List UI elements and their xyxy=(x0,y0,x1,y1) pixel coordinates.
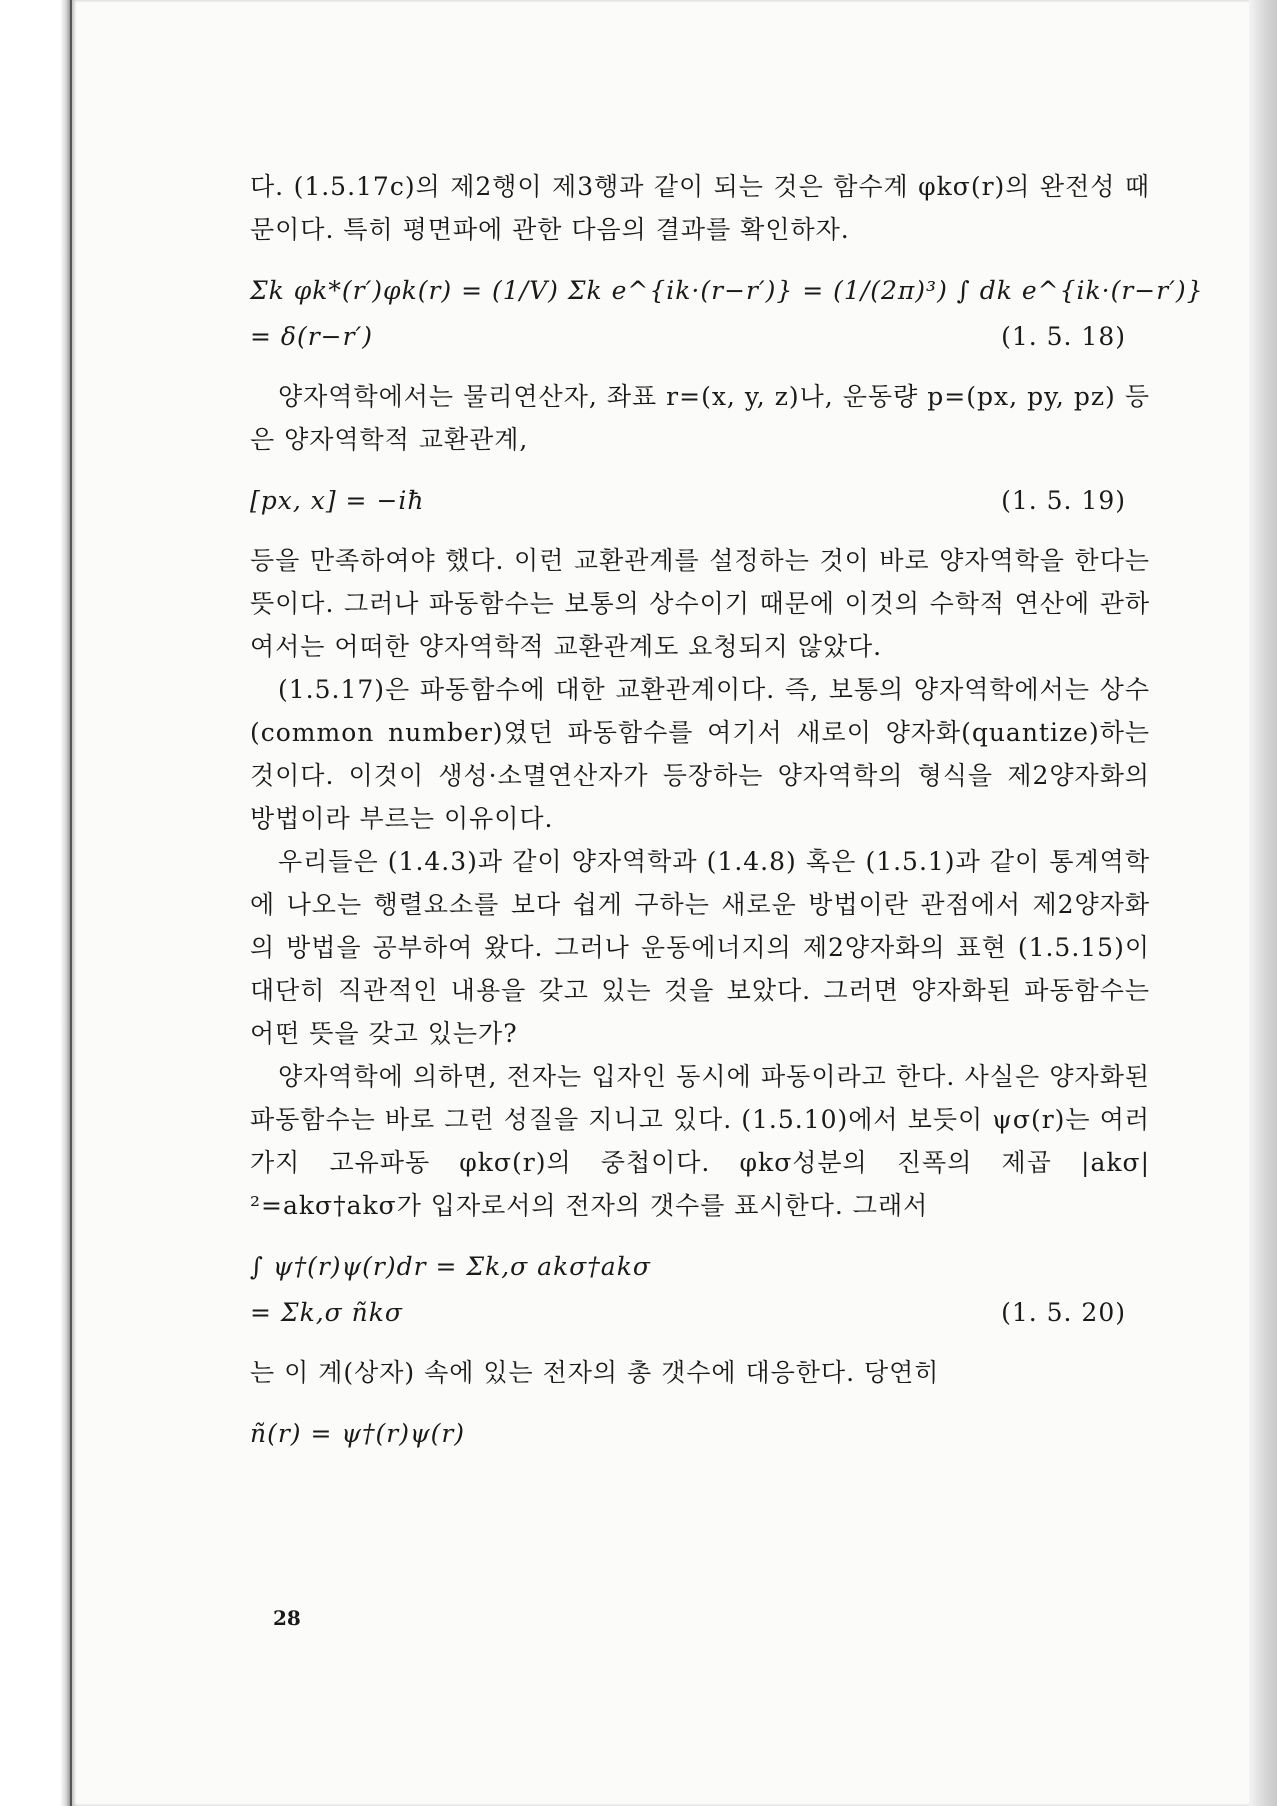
equation-expression: ∫ ψ†(r)ψ(r)dr = Σk,σ akσ†akσ xyxy=(250,1252,651,1281)
equation-number: (1. 5. 18) xyxy=(1001,322,1126,351)
paragraph-1: 다. (1.5.17c)의 제2행이 제3행과 같이 되는 것은 함수계 φkσ(r)의 완전성 때문이다. 특히 평면파에 관한 다음의 결과를 확인하자. xyxy=(250,172,1150,244)
equation-density xyxy=(250,1412,1150,1458)
equation-expression: ñ(r) = ψ†(r)ψ(r) xyxy=(250,1419,466,1448)
equation-line xyxy=(250,1412,1150,1458)
page-edge xyxy=(1249,0,1277,1806)
equation-line xyxy=(250,479,1150,525)
equation-expression: Σk φk*(r′)φk(r) = (1/V) Σk e^{ik·(r−r′)} = (1/(2π)³) ∫ dk e^{ik·(r−r′)} xyxy=(250,276,1204,305)
equation-1-5-19 xyxy=(250,479,1150,525)
paragraph-5: 우리들은 (1.4.3)과 같이 양자역학과 (1.4.8) 혹은 (1.5.1)과 같이 통계역학에 나오는 행렬요소를 보다 쉽게 구하는 새로운 방법이란 관점에서 제2양자화의 방법을 공부하여 왔다. 그러나 운동에너지의 제2양자화의 표현 (1.5.15)이 대단히 직관적인 내용을 갖고 있는 것을 보았다. 그러면 양자화된 파동함수는 어떤 뜻을 갖고 있는가? xyxy=(250,847,1150,1048)
paragraph-7: 는 이 계(상자) 속에 있는 전자의 총 갯수에 대응한다. 당연히 xyxy=(250,1358,940,1387)
equation-expression: = Σk,σ ñkσ xyxy=(250,1298,403,1327)
equation-line xyxy=(250,315,1150,361)
equation-expression: = δ(r−r′) xyxy=(250,322,373,351)
equation-line xyxy=(250,269,1204,315)
equation-number: (1. 5. 20) xyxy=(1001,1298,1126,1327)
background-left xyxy=(0,0,70,1806)
paragraph-3: 등을 만족하여야 했다. 이런 교환관계를 설정하는 것이 바로 양자역학을 한다는 뜻이다. 그러나 파동함수는 보통의 상수이기 때문에 이것의 수학적 연산에 관하여서는 어떠한 양자역학적 교환관계도 요청되지 않았다. xyxy=(250,546,1150,661)
equation-expression: [px, x] = −iħ xyxy=(250,486,425,515)
paragraph-4: (1.5.17)은 파동함수에 대한 교환관계이다. 즉, 보통의 양자역학에서는 상수(common number)였던 파동함수를 여기서 새로이 양자화(quantize)하는 것이다. 이것이 생성·소멸연산자가 등장하는 양자역학의 형식을 제2양자화의 방법이라 부르는 이유이다. xyxy=(250,675,1150,833)
page-number: 28 xyxy=(273,1606,301,1630)
equation-1-5-20 xyxy=(250,1245,1150,1337)
equation-line xyxy=(250,1245,1150,1291)
paragraph-6: 양자역학에 의하면, 전자는 입자인 동시에 파동이라고 한다. 사실은 양자화된 파동함수는 바로 그런 성질을 지니고 있다. (1.5.10)에서 보듯이 ψσ(r)는 여러 가지 고유파동 φkσ(r)의 중첩이다. φkσ성분의 진폭의 제곱 |akσ|²=akσ†akσ가 입자로서의 전자의 갯수를 표시한다. 그래서 xyxy=(250,1062,1150,1220)
paragraph-2: 양자역학에서는 물리연산자, 좌표 r=(x, y, z)나, 운동량 p=(px, py, pz) 등은 양자역학적 교환관계, xyxy=(250,382,1150,454)
equation-1-5-18 xyxy=(250,269,1204,361)
page-content xyxy=(250,165,1204,1472)
equation-number: (1. 5. 19) xyxy=(1001,486,1126,515)
equation-line xyxy=(250,1291,1150,1337)
